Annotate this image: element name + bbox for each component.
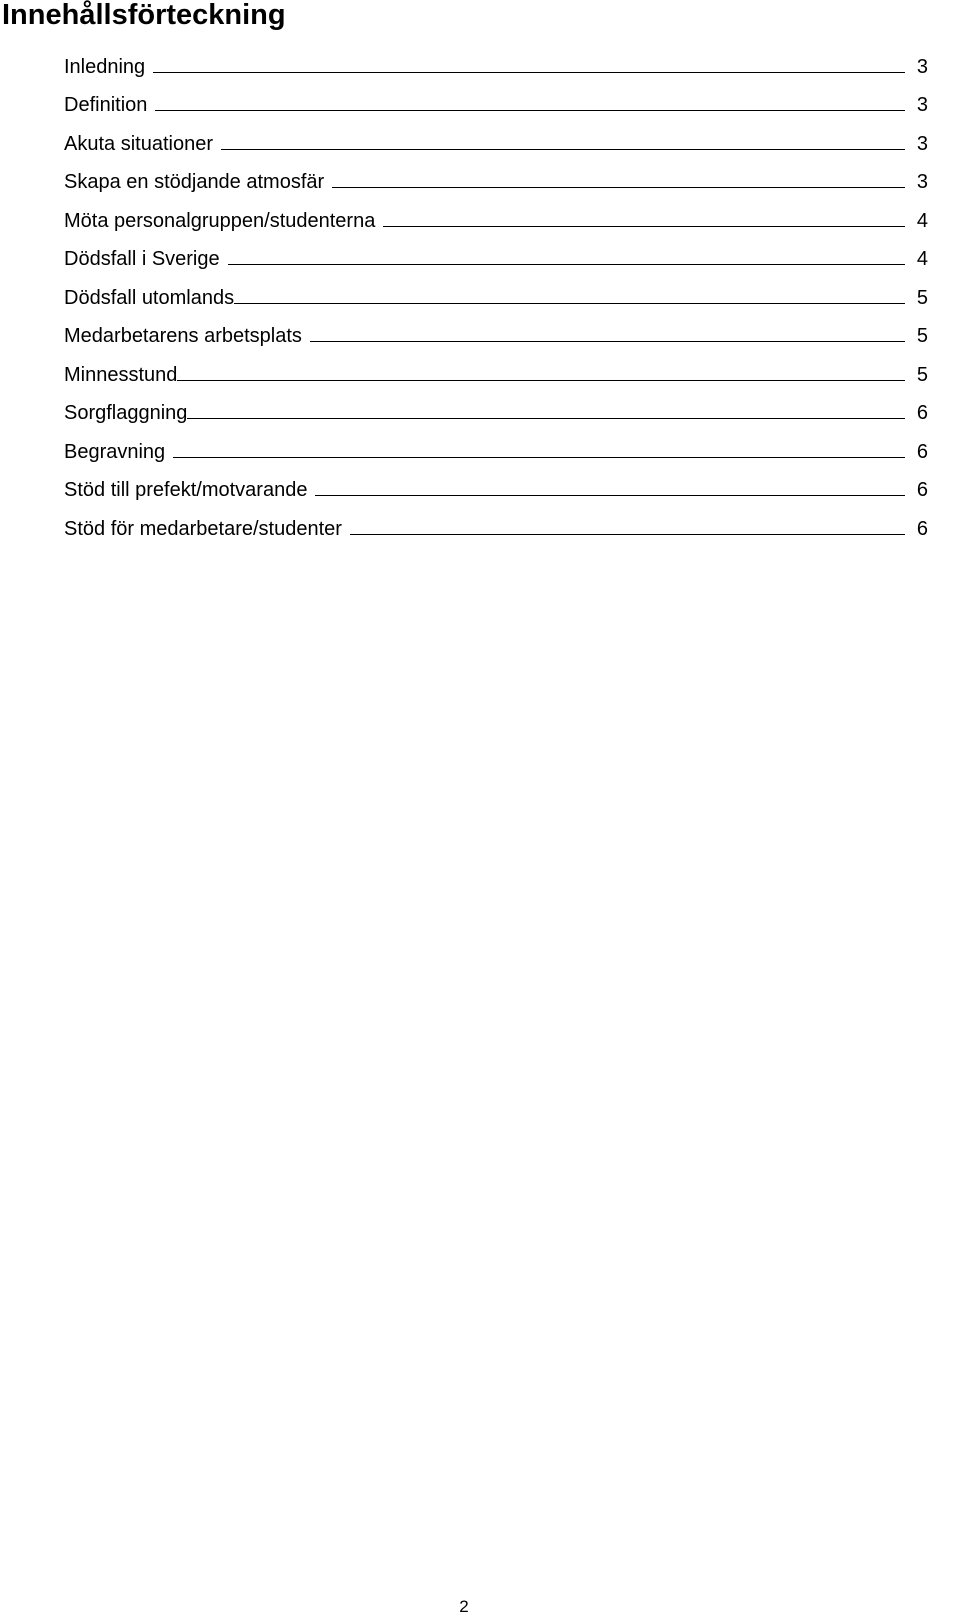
toc-entry-dodsfall-utomlands[interactable] xyxy=(64,273,928,312)
toc-leader-line xyxy=(173,457,905,458)
toc-entry-page: 6 xyxy=(916,402,928,424)
toc-leader-line xyxy=(155,110,904,111)
toc-leader-line xyxy=(228,264,905,265)
toc-entry-title: Definition xyxy=(64,94,148,116)
toc-entry-mota-personalgruppen[interactable] xyxy=(64,196,928,235)
toc-entry-page: 6 xyxy=(916,517,928,540)
toc-entry-title: Begravning xyxy=(64,440,166,463)
toc-entry-title: Skapa en stödjande atmosfär xyxy=(64,171,325,193)
toc-leader-line xyxy=(383,226,905,227)
toc-entry-begravning[interactable] xyxy=(64,427,928,466)
toc-entry-page: 6 xyxy=(916,479,928,501)
toc-entry-dodsfall-i-sverige[interactable] xyxy=(64,235,928,274)
toc-entry-stod-for-medarbetare[interactable] xyxy=(64,504,928,543)
toc-entry-title: Medarbetarens arbetsplats xyxy=(64,325,302,347)
toc-entry-minnesstund[interactable] xyxy=(64,350,928,389)
toc-entry-title: Möta personalgruppen/studenterna xyxy=(64,209,376,232)
toc-entry-definition[interactable] xyxy=(64,81,928,120)
page-title: Innehållsförteckning xyxy=(2,0,286,31)
toc-entry-inledning[interactable] xyxy=(64,42,928,81)
toc-entry-akuta-situationer[interactable] xyxy=(64,119,928,158)
page-number: 2 xyxy=(459,1597,469,1616)
toc-entry-title: Dödsfall i Sverige xyxy=(64,248,220,270)
toc-entry-page: 4 xyxy=(916,209,928,232)
toc-entry-skapa-en-stodjande-atmosfar[interactable] xyxy=(64,158,928,197)
toc-entry-page: 3 xyxy=(916,132,928,155)
toc-entry-sorgflaggning[interactable] xyxy=(64,389,928,428)
toc-entry-title: Inledning xyxy=(64,55,146,78)
toc-leader-line xyxy=(350,534,905,535)
toc-entry-page: 5 xyxy=(916,363,928,386)
toc-leader-line xyxy=(310,341,905,342)
toc-leader-line xyxy=(177,380,904,381)
toc-entry-stod-till-prefekt[interactable] xyxy=(64,466,928,505)
toc-leader-line xyxy=(315,495,904,496)
toc-entry-title: Sorgflaggning xyxy=(64,402,188,424)
toc-entry-title: Stöd till prefekt/motvarande xyxy=(64,479,308,501)
toc-entry-page: 5 xyxy=(916,286,928,309)
toc-entry-title: Stöd för medarbetare/studenter xyxy=(64,517,342,540)
toc-entry-title: Akuta situationer xyxy=(64,132,213,155)
toc-entry-page: 3 xyxy=(916,171,928,193)
toc-leader-line xyxy=(221,149,905,150)
toc-entry-page: 6 xyxy=(916,440,928,463)
toc-entry-title: Dödsfall utomlands xyxy=(64,286,235,309)
toc-entry-page: 5 xyxy=(916,325,928,347)
toc-leader-line xyxy=(234,303,905,304)
toc-leader-line xyxy=(187,418,904,419)
toc-leader-line xyxy=(153,72,905,73)
toc-entry-page: 4 xyxy=(916,248,928,270)
table-of-contents xyxy=(64,42,928,543)
toc-entry-title: Minnesstund xyxy=(64,363,178,386)
toc-entry-medarbetarens-arbetsplats[interactable] xyxy=(64,312,928,351)
toc-entry-page: 3 xyxy=(916,55,928,78)
toc-leader-line xyxy=(332,187,905,188)
toc-entry-page: 3 xyxy=(916,94,928,116)
